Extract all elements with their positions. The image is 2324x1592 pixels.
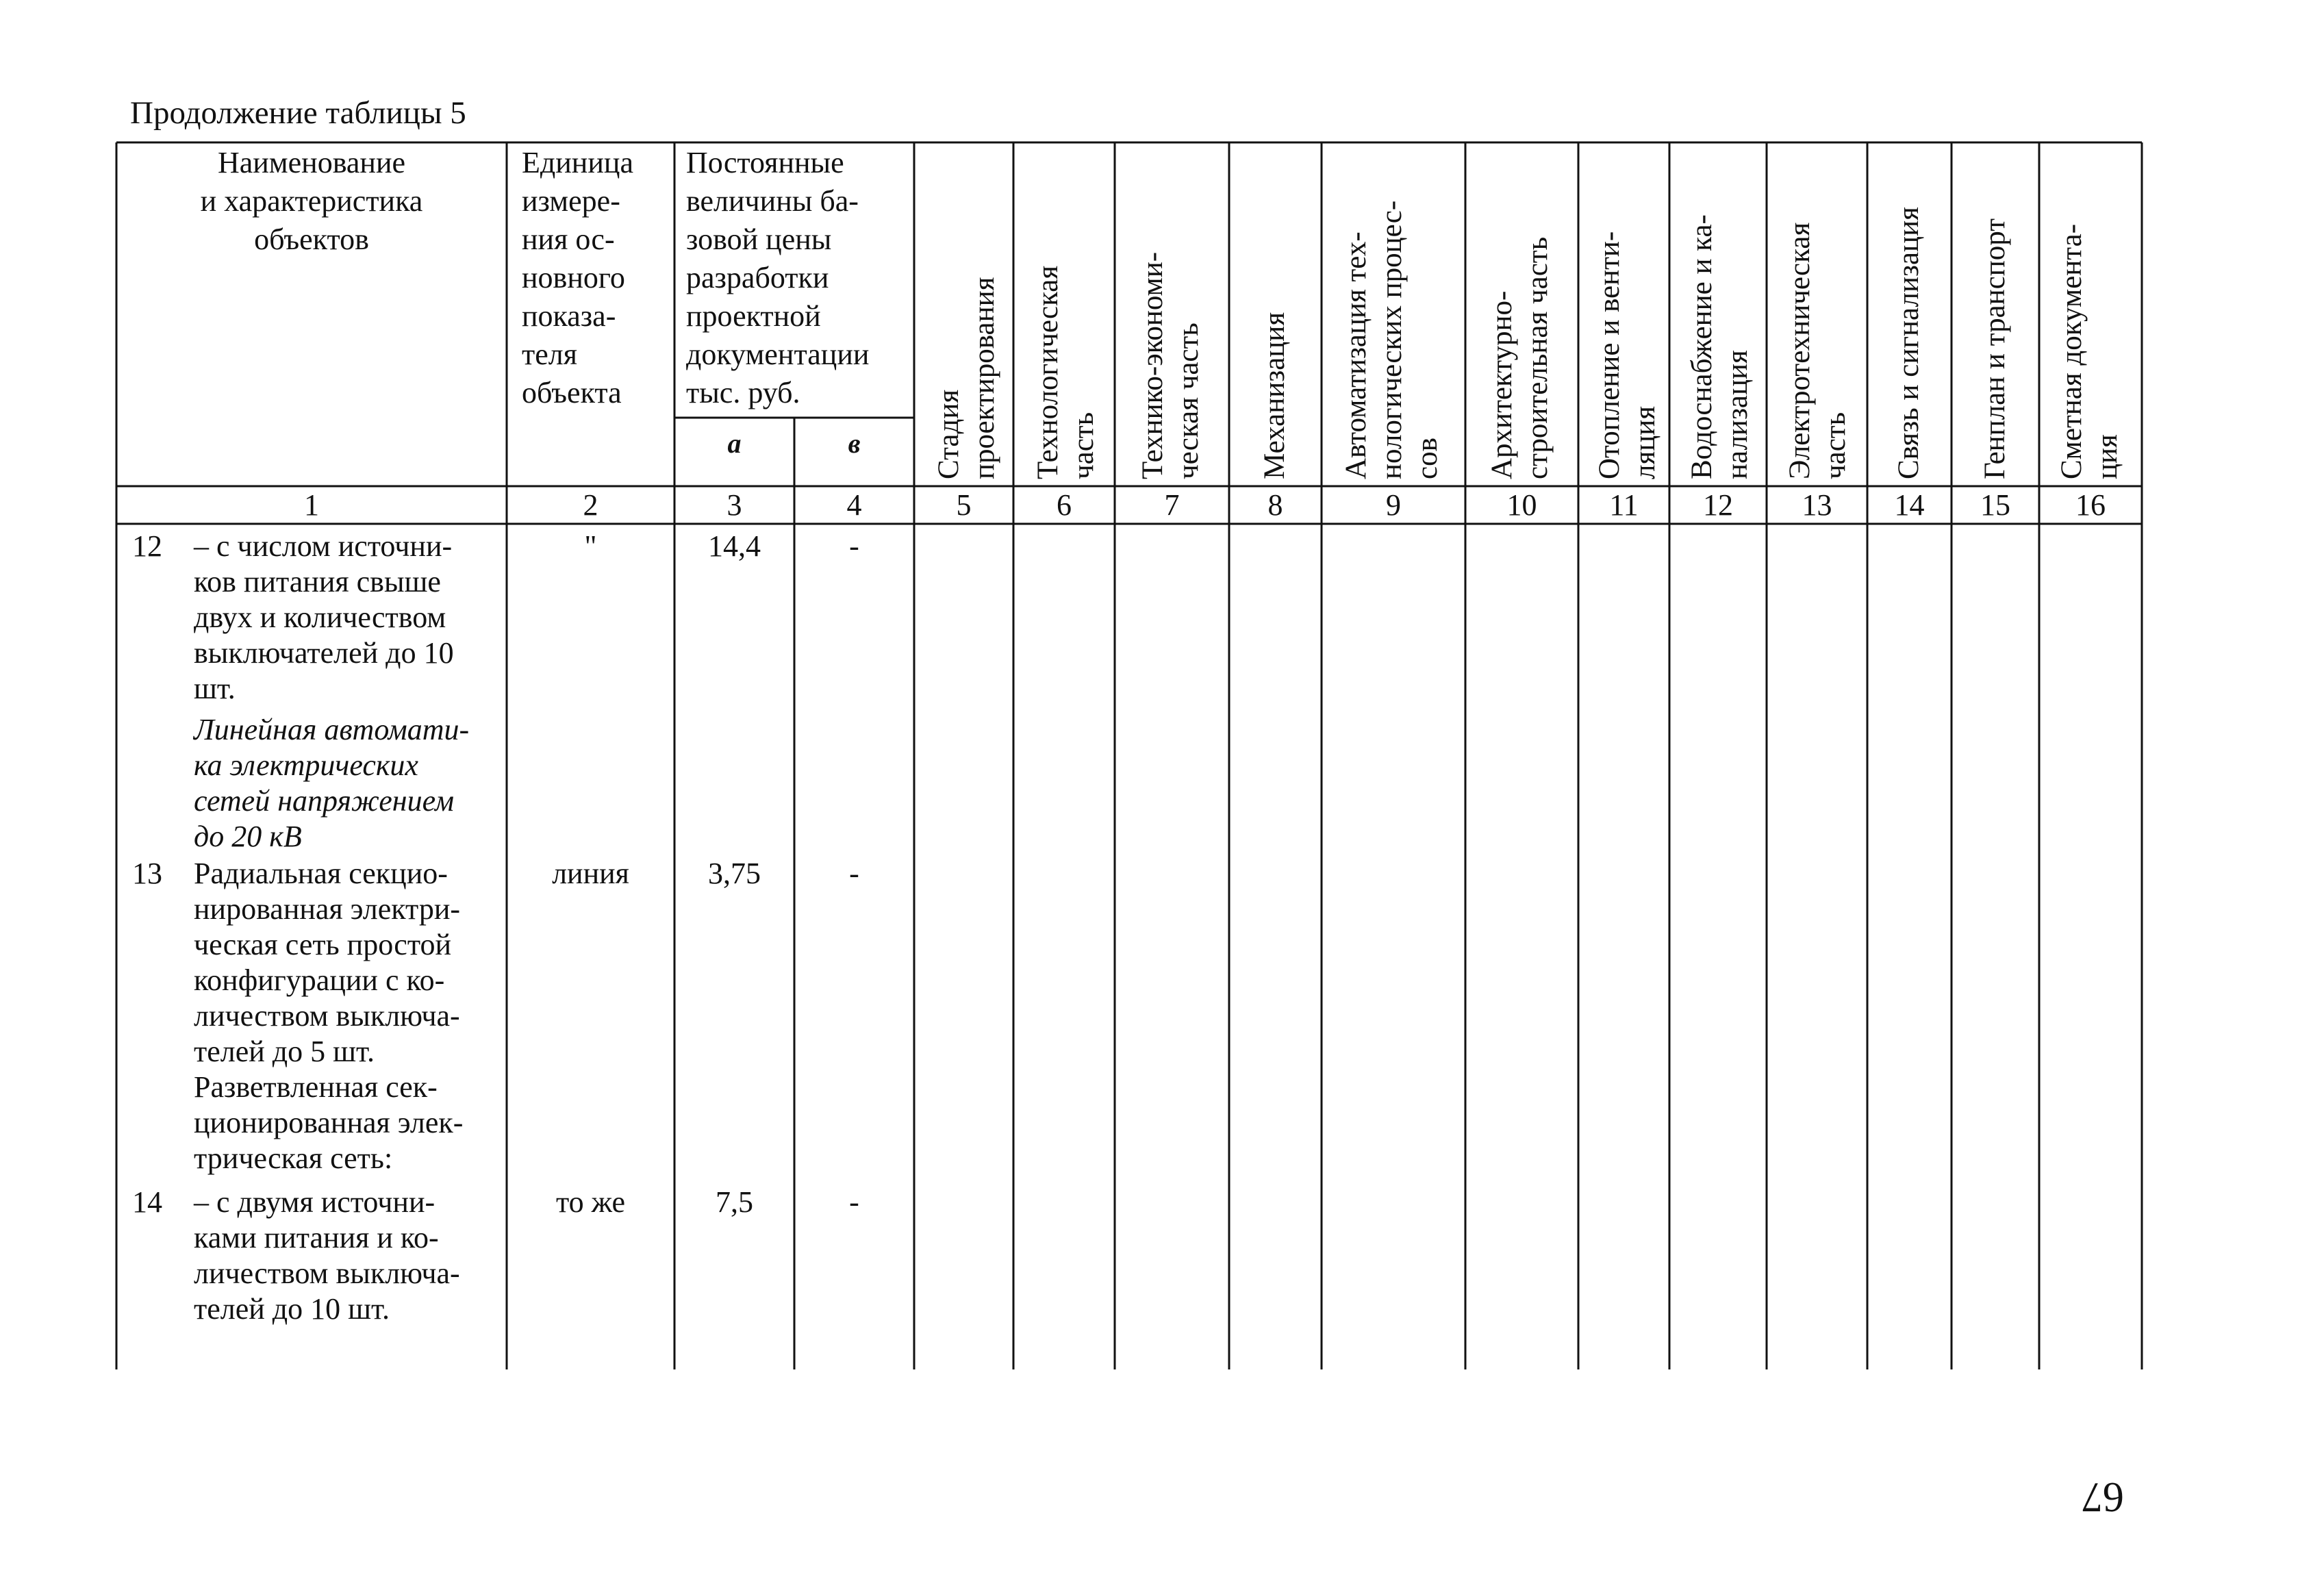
row-number: 12 <box>132 529 162 563</box>
row-unit: то же <box>556 1185 625 1219</box>
column-number: 4 <box>846 488 862 522</box>
section-subheading: Линейная автомати- ка электрических сетей напряжением до 20 кВ <box>194 713 470 853</box>
header-vertical-heating: Отопление и венти- ляция <box>1593 231 1661 479</box>
column-number: 9 <box>1386 488 1401 522</box>
header-base-price: Постоянные величины ба- зовой цены разработки проектной документации тыс. руб. <box>686 146 870 409</box>
header-vertical-tech-economic: Технико-экономи- ческая часть <box>1137 251 1204 479</box>
header-vertical-architecture: Архитектурно- строительная часть <box>1486 236 1554 479</box>
header-vertical-general-plan: Генплан и транспорт <box>1979 218 2011 479</box>
subheader-a: а <box>727 428 742 459</box>
column-number: 12 <box>1703 488 1733 522</box>
row-unit: линия <box>552 857 629 890</box>
column-number: 1 <box>304 488 319 522</box>
table-caption: Продолжение таблицы 5 <box>130 95 466 131</box>
header-unit: Единица измере- ния ос- новного показа- теля объекта <box>522 146 633 409</box>
row-description: Радиальная секцио- нированная электри- ческая сеть простой конфигурации с ко- личеством выключа- телей до 5 шт. Разветвленная сек- ционированная элек- трическая сеть: <box>194 857 464 1175</box>
subheader-b: в <box>848 428 861 459</box>
column-number: 11 <box>1609 488 1639 522</box>
row-value-a: 3,75 <box>708 857 761 890</box>
column-number: 15 <box>1980 488 2010 522</box>
column-number: 5 <box>956 488 972 522</box>
header-vertical-design-stage: Стадия проектирования <box>933 277 1000 479</box>
header-vertical-communication: Связь и сигнализация <box>1893 207 1925 479</box>
header-vertical-mechanization: Механизация <box>1259 312 1291 479</box>
row-unit: " <box>584 529 597 563</box>
row-value-a: 14,4 <box>708 529 761 563</box>
column-number: 10 <box>1506 488 1537 522</box>
row-value-a: 7,5 <box>716 1185 753 1219</box>
row-description: – с двумя источни- ками питания и ко- личеством выключа- телей до 10 шт. <box>194 1185 460 1326</box>
header-vertical-estimate: Сметная документа- ция <box>2056 223 2123 479</box>
row-number: 13 <box>132 857 162 890</box>
column-number: 14 <box>1894 488 1925 522</box>
page-number: 67 <box>2082 1474 2124 1520</box>
row-value-b: - <box>849 529 859 563</box>
column-number: 16 <box>2075 488 2106 522</box>
column-number: 8 <box>1267 488 1283 522</box>
row-number: 14 <box>132 1185 162 1219</box>
column-number: 6 <box>1057 488 1072 522</box>
header-vertical-technological: Технологическая часть <box>1032 265 1100 479</box>
row-description: – с числом источни- ков питания свыше двух и количеством выключателей до 10 шт. <box>194 529 454 705</box>
column-number: 13 <box>1802 488 1832 522</box>
row-value-b: - <box>849 857 859 890</box>
column-number: 7 <box>1164 488 1180 522</box>
row-value-b: - <box>849 1185 859 1219</box>
header-vertical-automation: Автоматизация тех- нологических процес- сов <box>1340 200 1443 479</box>
header-vertical-electrical: Электротехническая часть <box>1784 222 1852 479</box>
column-number: 3 <box>727 488 742 522</box>
column-number: 2 <box>583 488 598 522</box>
header-vertical-water: Водоснабжение и ка- нализация <box>1686 214 1754 479</box>
header-name-objects: Наименование и характеристика объектов <box>200 146 423 256</box>
